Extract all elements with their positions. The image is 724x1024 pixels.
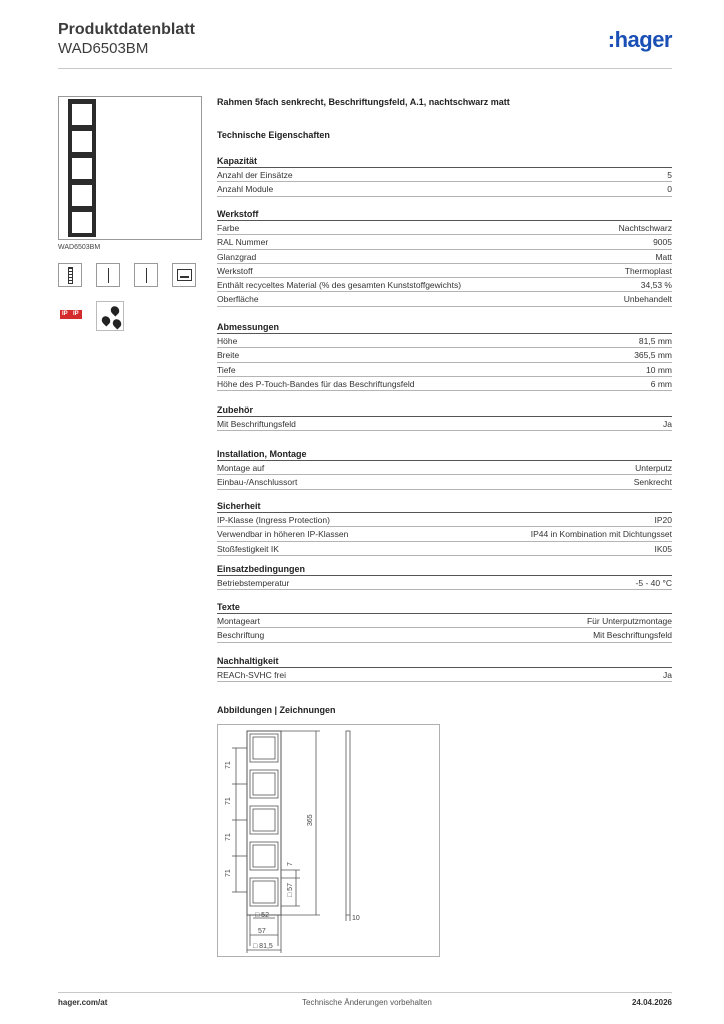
page-footer xyxy=(58,992,672,1008)
dim-total-height: 365 xyxy=(307,814,314,826)
property-value: Unbehandelt xyxy=(623,294,672,305)
property-value: 6 mm xyxy=(650,378,672,389)
document-title: Produktdatenblatt xyxy=(58,21,195,38)
property-value: Thermoplast xyxy=(624,265,672,276)
section-title: Texte xyxy=(217,600,672,614)
drawings-heading: Abbildungen | Zeichnungen xyxy=(217,705,336,715)
product-image xyxy=(58,96,202,240)
technical-drawing xyxy=(217,724,440,957)
property-name: Montage auf xyxy=(217,463,265,473)
section-title: Nachhaltigkeit xyxy=(217,654,672,668)
dim-outer-width: □ 81,5 xyxy=(253,943,273,950)
property-value: Matt xyxy=(655,251,672,262)
property-row xyxy=(217,527,672,541)
section-4 xyxy=(217,447,672,490)
product-code: WAD6503BM xyxy=(58,40,149,57)
property-name: Werkstoff xyxy=(217,265,253,276)
property-name: Glanzgrad xyxy=(217,251,257,262)
property-name: Einbau-/Anschlussort xyxy=(217,477,298,488)
property-name: Montageart xyxy=(217,616,260,626)
property-name: Stoßfestigkeit IK xyxy=(217,543,279,554)
property-row xyxy=(217,221,672,235)
property-name: Oberfläche xyxy=(217,294,259,305)
property-value: IK05 xyxy=(654,543,672,554)
property-row xyxy=(217,461,672,475)
section-0 xyxy=(217,154,672,197)
frame-box-icon xyxy=(172,263,196,287)
property-name: Farbe xyxy=(217,223,240,233)
property-value: -5 - 40 °C xyxy=(635,578,672,588)
dim-pitch-4: 71 xyxy=(225,869,232,877)
section-6 xyxy=(217,562,672,590)
section-title: Kapazität xyxy=(217,154,672,168)
property-value: IP44 in Kombination mit Dichtungsset xyxy=(530,529,672,540)
property-value: Für Unterputzmontage xyxy=(586,616,672,626)
property-row xyxy=(217,614,672,628)
property-name: Beschriftung xyxy=(217,630,265,641)
property-name: Anzahl Module xyxy=(217,184,274,195)
ip-rating-icon xyxy=(58,301,84,327)
property-value: 10 mm xyxy=(646,364,672,375)
dim-gap: 7 xyxy=(287,862,294,866)
property-name: REACh-SVHC frei xyxy=(217,670,286,680)
property-value: 9005 xyxy=(653,237,672,248)
technical-properties-heading: Technische Eigenschaften xyxy=(217,130,330,140)
property-row xyxy=(217,668,672,682)
section-title: Werkstoff xyxy=(217,207,672,221)
ip-text-right: IP xyxy=(73,311,79,317)
section-3 xyxy=(217,403,672,431)
section-1 xyxy=(217,207,672,307)
section-title: Einsatzbedingungen xyxy=(217,562,672,576)
property-row xyxy=(217,417,672,431)
property-name: Betriebstemperatur xyxy=(217,578,290,588)
section-title: Installation, Montage xyxy=(217,447,672,461)
property-name: Tiefe xyxy=(217,364,236,375)
ip-text-left: IP xyxy=(62,311,68,317)
property-name: Höhe des P-Touch-Bandes für das Beschriftungsfeld xyxy=(217,378,415,389)
line-icon xyxy=(96,263,120,287)
section-title: Abmessungen xyxy=(217,320,672,334)
property-row xyxy=(217,235,672,249)
dim-pitch-3: 71 xyxy=(225,833,232,841)
ruler-icon xyxy=(58,263,82,287)
property-row xyxy=(217,250,672,264)
property-value: Ja xyxy=(663,670,672,680)
hager-logo: :hager xyxy=(607,27,672,52)
property-name: IP-Klasse (Ingress Protection) xyxy=(217,515,330,525)
property-row xyxy=(217,475,672,489)
dim-pitch-1: 71 xyxy=(225,761,232,769)
property-value: 5 xyxy=(667,170,672,180)
property-row xyxy=(217,628,672,642)
property-name: Anzahl der Einsätze xyxy=(217,170,293,180)
section-7 xyxy=(217,600,672,643)
property-row xyxy=(217,576,672,590)
property-name: Mit Beschriftungsfeld xyxy=(217,419,296,429)
property-row xyxy=(217,363,672,377)
property-name: Höhe xyxy=(217,336,238,346)
property-value: Nachtschwarz xyxy=(618,223,672,233)
property-value: 81,5 mm xyxy=(638,336,672,346)
property-row xyxy=(217,542,672,556)
property-name: Enthält recyceltes Material (% des gesamten Kunststoffgewichts) xyxy=(217,280,462,291)
property-row xyxy=(217,168,672,182)
property-row xyxy=(217,264,672,278)
property-value: Unterputz xyxy=(635,463,672,473)
frame-illustration xyxy=(68,99,96,237)
property-row xyxy=(217,348,672,362)
property-row xyxy=(217,278,672,292)
dim-depth: 10 xyxy=(352,915,360,922)
section-title: Sicherheit xyxy=(217,499,672,513)
property-row xyxy=(217,334,672,348)
property-row xyxy=(217,513,672,527)
section-2 xyxy=(217,320,672,391)
property-name: Verwendbar in höheren IP-Klassen xyxy=(217,529,349,540)
product-properties xyxy=(217,96,672,680)
section-title: Zubehör xyxy=(217,403,672,417)
property-value: 34,53 % xyxy=(640,280,672,291)
property-value: Mit Beschriftungsfeld xyxy=(593,630,672,641)
section-5 xyxy=(217,499,672,556)
property-value: IP20 xyxy=(654,515,672,525)
image-caption: WAD6503BM xyxy=(58,244,101,251)
footer-note: Technische Änderungen vorbehalten xyxy=(302,998,432,1007)
footer-date: 24.04.2026 xyxy=(631,998,672,1007)
property-name: RAL Nummer xyxy=(217,237,269,248)
property-value: 0 xyxy=(667,184,672,195)
property-value: 365,5 mm xyxy=(634,350,672,361)
product-description: Rahmen 5fach senkrecht, Beschriftungsfeld, A.1, nachtschwarz matt xyxy=(217,97,510,107)
footer-website[interactable]: hager.com/at xyxy=(58,998,108,1007)
dim-width: 57 xyxy=(258,928,266,935)
property-row xyxy=(217,292,672,306)
section-8 xyxy=(217,654,672,682)
water-drops-icon xyxy=(96,301,124,331)
line-icon xyxy=(134,263,158,287)
property-row xyxy=(217,377,672,391)
page-header xyxy=(58,21,672,69)
property-value: Senkrecht xyxy=(633,477,672,488)
property-name: Breite xyxy=(217,350,240,361)
dim-inner-width: □ 52 xyxy=(255,912,269,919)
property-value: Ja xyxy=(663,419,672,429)
dim-inner-height: □ 57 xyxy=(287,883,294,897)
dim-pitch-2: 71 xyxy=(225,797,232,805)
property-row xyxy=(217,182,672,196)
